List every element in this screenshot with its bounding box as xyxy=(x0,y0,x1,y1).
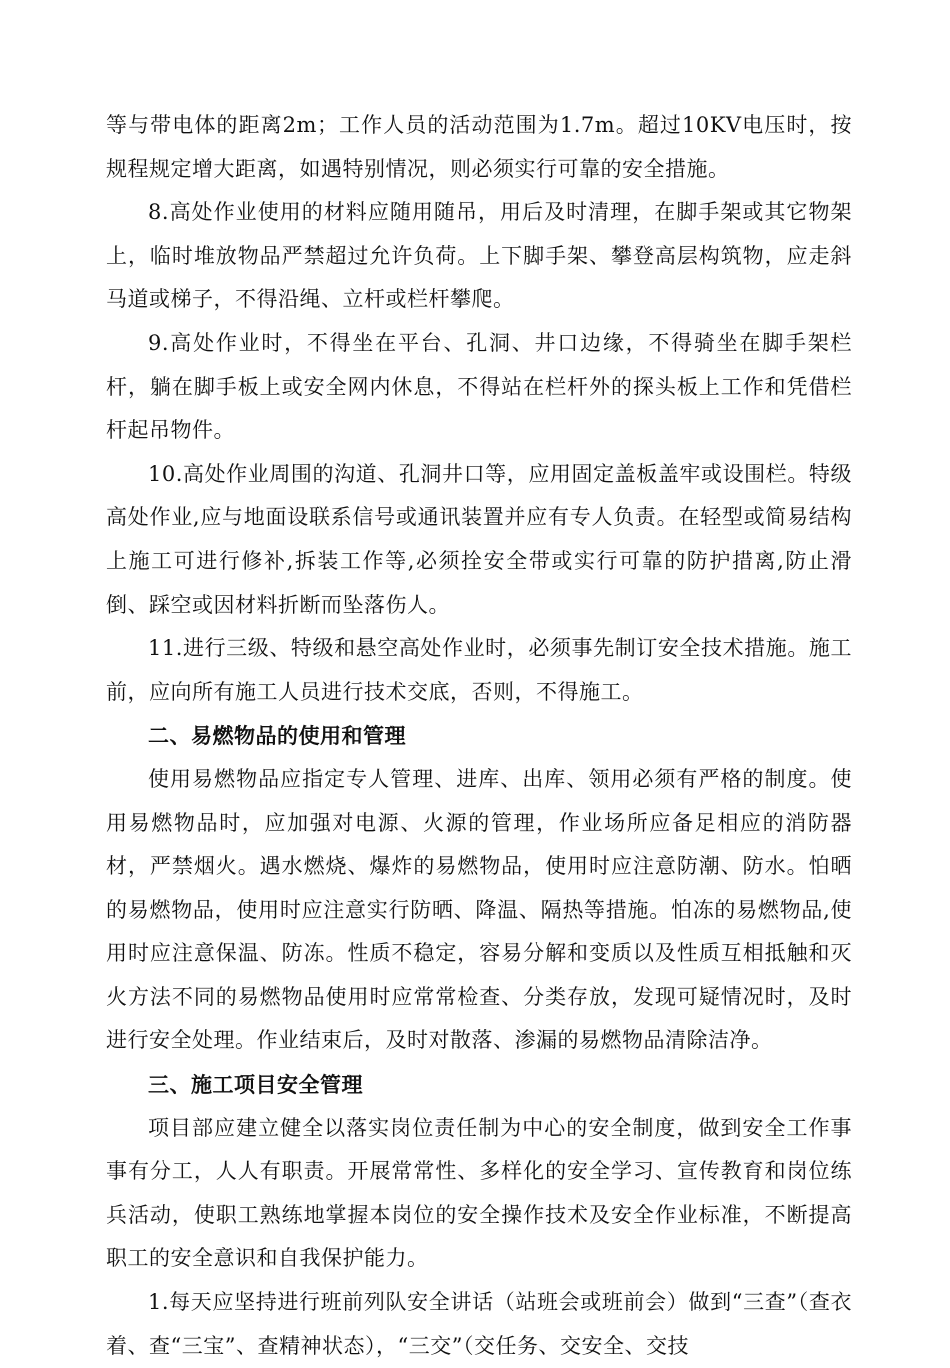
paragraph-item-11-measures: 11.进行三级、特级和悬空高处作业时，必须事先制订安全技术措施。施工前，应向所有施工人员进行技术交底，否则，不得施工。 xyxy=(106,636,852,704)
paragraph-flammables: 使用易燃物品应指定专人管理、进库、出库、领用必须有严格的制度。使用易燃物品时，应加强对电源、火源的管理，作业场所应备足相应的消防器材，严禁烟火。遇水燃烧、爆炸的易燃物品，使用时应注意防潮、防水。怕晒的易燃物品，使用时应注意实行防晒、降温、隔热等措施。怕冻的易燃物品,使用时应注意保温、防冻。性质不稳定，容易分解和变质以及性质互相抵触和灭火方法不同的易燃物品使用时应常常检查、分类存放，发现可疑情况时，及时进行安全处理。作业结束后，及时对散落、渗漏的易燃物品清除洁净。 xyxy=(106,766,852,1053)
section-heading-project-safety: 三、施工项目安全管理 xyxy=(148,1072,363,1098)
paragraph-item-1-daily-briefing: 1.每天应坚持进行班前列队安全讲话（站班会或班前会）做到“三查”（查衣着、查“三宝”、查精神状态），“三交”（交任务、交安全、交技 xyxy=(106,1290,852,1358)
paragraph-project-safety: 项目部应建立健全以落实岗位责任制为中心的安全制度，做到安全工作事事有分工，人人有职责。开展常常性、多样化的安全学习、宣传教育和岗位练兵活动，使职工熟练地掌握本岗位的安全操作技术及安全作业标准，不断提高职工的安全意识和自我保护能力。 xyxy=(106,1115,852,1271)
paragraph-item-10-openings: 10.高处作业周围的沟道、孔洞井口等，应用固定盖板盖牢或设围栏。特级高处作业,应与地面设联系信号或通讯装置并应有专人负责。在轻型或简易结构上施工可进行修补,拆装工作等,必须拴安全带或实行可靠的防护措离,防止滑倒、踩空或因材料折断而坠落伤人。 xyxy=(106,461,852,617)
paragraph-item-8-materials: 8.高处作业使用的材料应随用随吊，用后及时清理，在脚手架或其它物架上，临时堆放物品严禁超过允许负荷。上下脚手架、攀登高层构筑物，应走斜马道或梯子，不得沿绳、立杆或栏杆攀爬。 xyxy=(106,200,852,312)
section-heading-flammables: 二、易燃物品的使用和管理 xyxy=(148,723,406,749)
document-page xyxy=(106,104,852,1368)
paragraph-electrical-distance: 等与带电体的距离2m；工作人员的活动范围为1.7m。超过10KV电压时，按规程规定增大距离，如遇特别情况，则必须实行可靠的安全措施。 xyxy=(106,113,852,181)
paragraph-item-9-resting: 9.高处作业时，不得坐在平台、孔洞、井口边缘，不得骑坐在脚手架栏杆，躺在脚手板上或安全网内休息，不得站在栏杆外的探头板上工作和凭借栏杆起吊物件。 xyxy=(106,330,852,443)
